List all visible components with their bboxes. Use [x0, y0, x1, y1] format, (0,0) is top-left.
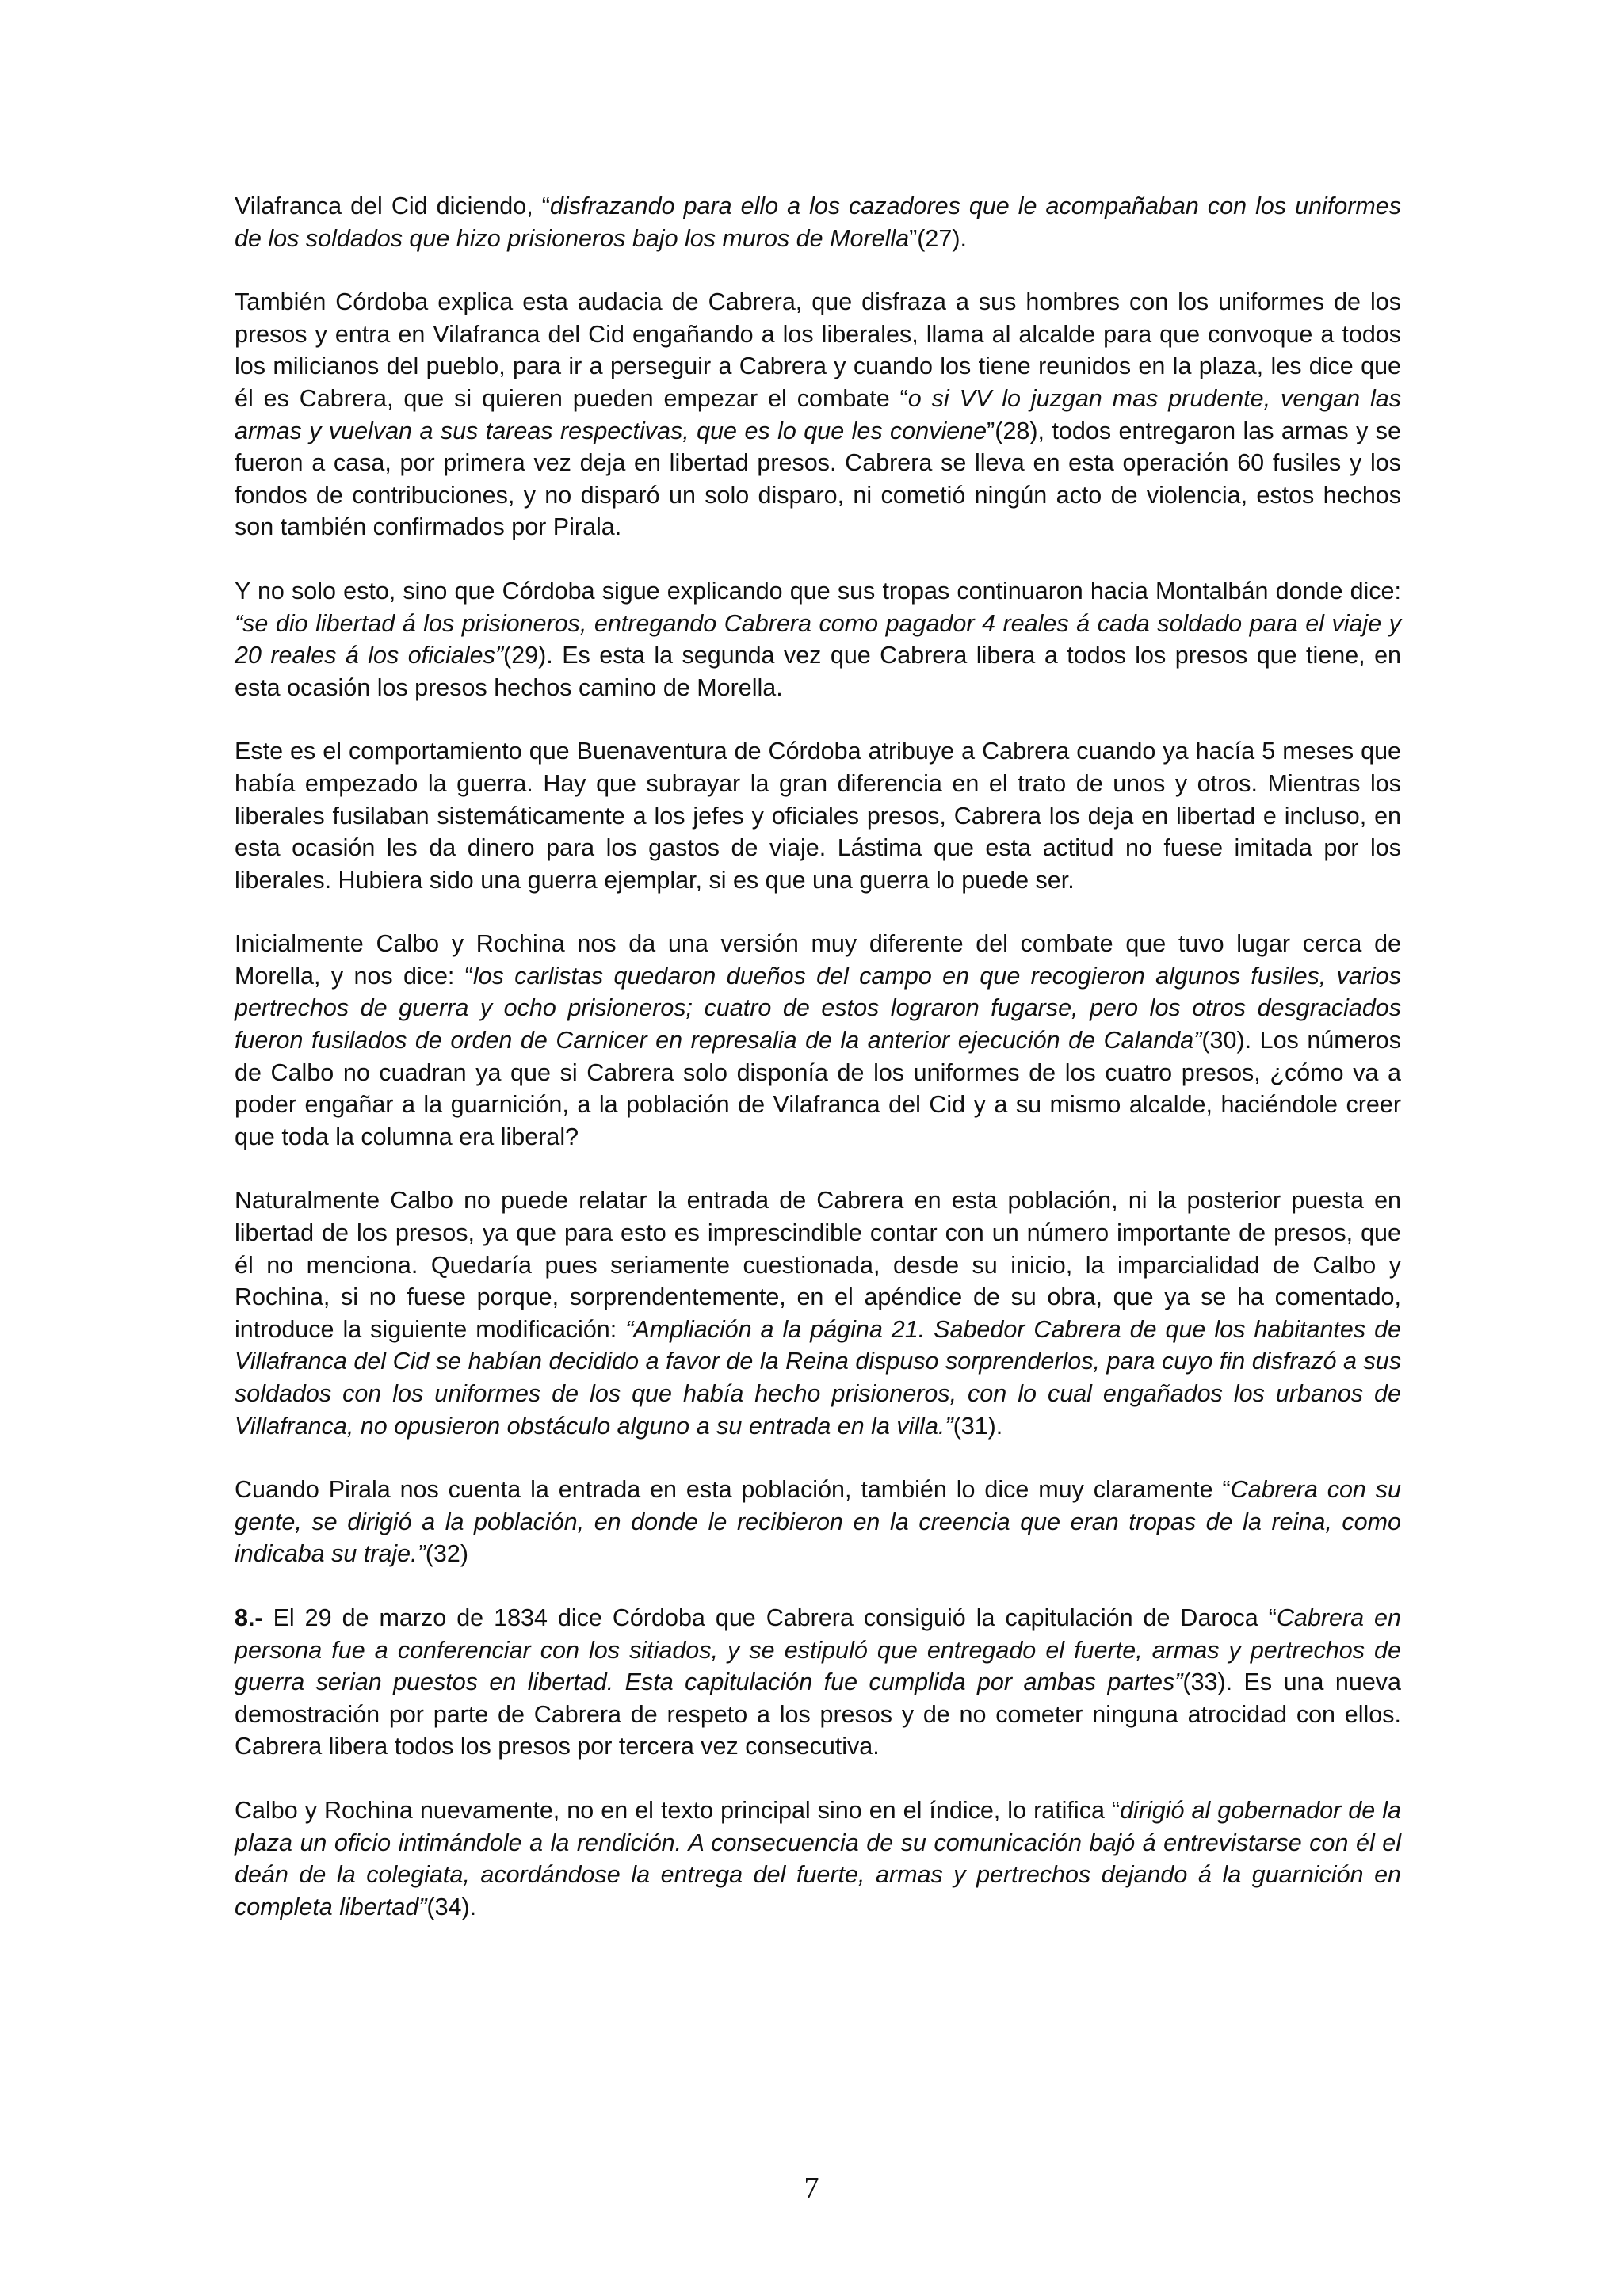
- paragraph-1: [235, 190, 1401, 254]
- body-text-span: (34).: [426, 1893, 477, 1920]
- body-text: [235, 190, 1401, 1955]
- body-text-span: (32): [425, 1540, 468, 1568]
- quote-text: Cabrera en persona fue a conferenciar con los sitiados, y se estipuló que entregado el fuerte, armas y pertrechos de guerra serian puestos en libertad. Esta capitulación fue cumplida por ambas partes”: [235, 1604, 1401, 1696]
- body-text-span: ”(27).: [909, 224, 967, 252]
- body-text-span: Cuando Pirala nos cuenta la entrada en esta población, también lo dice muy claramente “: [235, 1476, 1231, 1504]
- paragraph-3: [235, 575, 1401, 704]
- body-text-span: (29). Es esta la segunda vez que Cabrera libera a todos los presos que tiene, en esta ocasión los presos hechos camino de Morella.: [235, 642, 1401, 701]
- quote-text: los carlistas quedaron dueños del campo en que recogieron algunos fusiles, varios pertrechos de guerra y ocho prisioneros; cuatro de estos lograron fugarse, pero los otros desgraciados fueron fusilados de orden de Carnicer en represalia de la anterior ejecución de Calanda”: [235, 962, 1401, 1055]
- body-text-span: Calbo y Rochina nuevamente, no en el texto principal sino en el índice, lo ratifica “: [235, 1796, 1121, 1824]
- paragraph-7: [235, 1474, 1401, 1570]
- body-text-span: (33). Es una nueva demostración por parte de Cabrera de respeto a los presos y de no cometer ninguna atrocidad con ellos. Cabrera libera todos los presos por tercera vez consecutiva.: [235, 1669, 1402, 1760]
- paragraph-4: [235, 735, 1401, 896]
- body-text-span: ”(28), todos entregaron las armas y se fueron a casa, por primera vez deja en libertad presos. Cabrera se lleva en esta operación 60 fusiles y los fondos de contribuciones, y no disparó un solo disparo, ni cometió ningún acto de violencia, estos hechos son también confirmados por Pirala.: [235, 417, 1401, 541]
- body-text-span: Este es el comportamiento que Buenaventura de Córdoba atribuye a Cabrera cuando ya hacía 5 meses que había empezado la guerra. Hay que subrayar la gran diferencia en el trato de unos y otros. Mientras los liberales fusilaban sistemáticamente a los jefes y oficiales presos, Cabrera los deja en libertad e incluso, en esta ocasión les da dinero para los gastos de viaje. Lástima que esta actitud no fuese imitada por los liberales. Hubiera sido una guerra ejemplar, si es que una guerra lo puede ser.: [235, 738, 1401, 894]
- body-text-span: Naturalmente Calbo no puede relatar la entrada de Cabrera en esta población, ni la posterior puesta en libertad de los presos, ya que para esto es imprescindible contar con un número importante de presos, que él no menciona. Quedaría pues seriamente cuestionada, desde su inicio, la imparcialidad de Calbo y Rochina, si no fuese porque, sorprendentemente, en el apéndice de su obra, que ya se ha comentado, introduce la siguiente modificación:: [235, 1187, 1401, 1343]
- body-text-span: (30). Los números de Calbo no cuadran ya que si Cabrera solo disponía de los uniformes de los cuatro presos, ¿cómo va a poder engañar a la guarnición, a la población de Vilafranca del Cid y a su mismo alcalde, haciéndole creer que toda la columna era liberal?: [235, 1027, 1401, 1150]
- paragraph-6: [235, 1184, 1401, 1442]
- body-text-span: Inicialmente Calbo y Rochina nos da una versión muy diferente del combate que tuvo lugar cerca de Morella, y nos dice: “: [235, 930, 1401, 990]
- quote-text: “se dio libertad á los prisioneros, entregando Cabrera como pagador 4 reales á cada soldado para el viaje y 20 reales á los oficiales”: [235, 609, 1401, 669]
- quote-text: o si VV lo juzgan mas prudente, vengan las armas y vuelvan a sus tareas respectivas, que es lo que les conviene: [235, 384, 1401, 444]
- quote-text: dirigió al gobernador de la plaza un oficio intimándole a la rendición. A consecuencia de su comunicación bajó á entrevistarse con él el deán de la colegiata, acordándose la entrega del fuerte, armas y pertrechos dejando á la guarnición en completa libertad”: [235, 1796, 1401, 1920]
- section-number: 8.-: [235, 1604, 263, 1631]
- body-text-span: Vilafranca del Cid diciendo, “: [235, 193, 550, 219]
- body-text-span: El 29 de marzo de 1834 dice Córdoba que Cabrera consiguió la capitulación de Daroca “: [262, 1604, 1277, 1631]
- quote-text: “Ampliación a la página 21. Sabedor Cabrera de que los habitantes de Villafranca del Cid se habían decidido a favor de la Reina dispuso sorprenderlos, para cuyo fin disfrazó a sus soldados con los uniformes de los que había hecho prisioneros, con lo cual engañados los urbanos de Villafranca, no opusieron obstáculo alguno a su entrada en la villa.”: [235, 1315, 1401, 1440]
- body-text-span: Y no solo esto, sino que Córdoba sigue explicando que sus tropas continuaron hacia Montalbán donde dice:: [235, 577, 1401, 605]
- body-text-span: También Córdoba explica esta audacia de Cabrera, que disfraza a sus hombres con los uniformes de los presos y entra en Vilafranca del Cid engañando a los liberales, llama al alcalde para que convoque a todos los milicianos del pueblo, para ir a perseguir a Cabrera y cuando los tiene reunidos en la plaza, les dice que él es Cabrera, que si quieren pueden empezar el combate “: [235, 288, 1401, 412]
- page-number: 7: [804, 2172, 819, 2205]
- paragraph-2: [235, 286, 1401, 543]
- paragraph-5: [235, 928, 1401, 1153]
- paragraph-8: [235, 1602, 1401, 1763]
- quote-text: disfrazando para ello a los cazadores que le acompañaban con los uniformes de los soldados que hizo prisioneros bajo los muros de Morella: [235, 193, 1401, 252]
- body-text-span: (31).: [953, 1412, 1003, 1440]
- quote-text: Cabrera con su gente, se dirigió a la población, en donde le recibieron en la creencia que eran tropas de la reina, como indicaba su traje.”: [235, 1476, 1401, 1568]
- paragraph-9: [235, 1794, 1401, 1923]
